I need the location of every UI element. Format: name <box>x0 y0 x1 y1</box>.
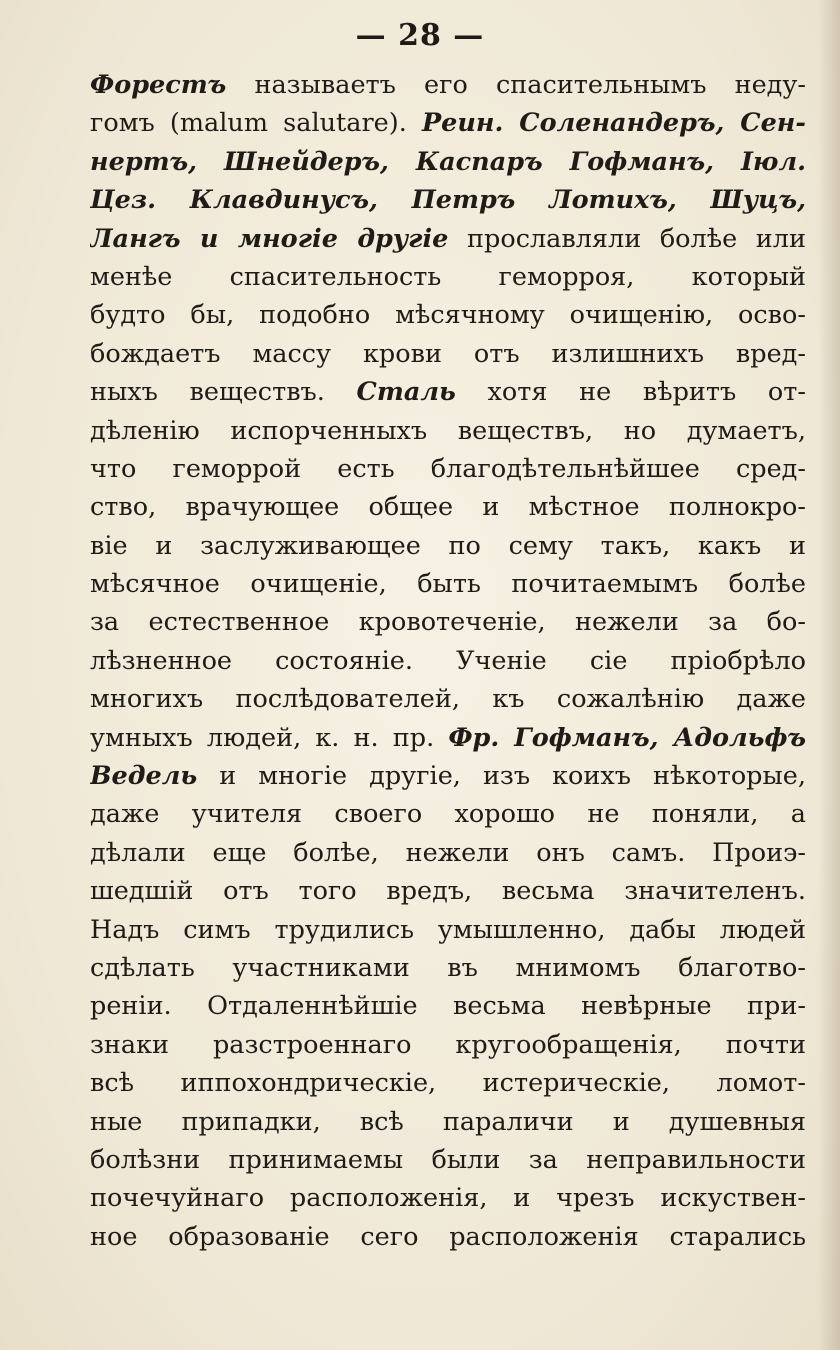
text-run: дѣленію испорченныхъ веществъ, но думаетъ, <box>90 415 806 446</box>
italic-name-run: Форестъ <box>90 70 227 100</box>
text-run: всѣ иппохондрическіе, истерическіе, ломот- <box>90 1068 806 1099</box>
text-run: бождаетъ массу крови отъ излишнихъ вред- <box>90 338 806 369</box>
text-line <box>90 834 806 872</box>
text-line <box>90 1064 806 1102</box>
italic-name-run: Цез. Клавдинусъ, Петръ Лотихъ, Шуцъ, <box>90 185 806 216</box>
text-line <box>90 642 806 680</box>
text-run: Надъ симъ трудились умышленно, дабы людей <box>90 914 806 945</box>
text-line <box>90 911 806 949</box>
spine-shadow <box>818 0 840 1350</box>
text-run: за естественное кровотеченіе, нежели за бо- <box>90 607 806 638</box>
text-run: віе и заслуживающее по сему такъ, какъ и <box>90 530 806 561</box>
text-line <box>90 565 806 603</box>
text-line <box>90 1103 806 1141</box>
text-run: знаки разстроеннаго кругообращенія, почти <box>90 1029 806 1060</box>
text-run: болѣзни принимаемы были за неправильности <box>90 1144 806 1175</box>
text-line <box>90 181 806 219</box>
text-run: мѣсячное очищеніе, быть почитаемымъ болѣе <box>90 569 806 600</box>
text-line <box>90 373 806 411</box>
text-line <box>90 412 806 450</box>
text-line <box>90 488 806 526</box>
text-line <box>90 603 806 641</box>
text-line <box>90 1218 806 1256</box>
text-line <box>90 220 806 258</box>
italic-name-run: Сталь <box>356 377 456 408</box>
text-line <box>90 949 806 987</box>
text-run: умныхъ людей, к. н. пр. <box>90 722 449 753</box>
text-run: ное образованіе сего расположенія старались <box>90 1221 806 1252</box>
text-line <box>90 872 806 910</box>
text-line <box>90 987 806 1025</box>
text-run: называетъ его спасительнымъ неду- <box>226 70 806 100</box>
text-run: дѣлали еще болѣе, нежели онъ самъ. Проиэ- <box>90 837 806 868</box>
text-line <box>90 1026 806 1064</box>
text-run: прославляли болѣе или <box>448 223 806 254</box>
text-run: будто бы, подобно мѣсячному очищенію, осво- <box>90 300 806 331</box>
text-line <box>90 795 806 833</box>
italic-name-run: Лангъ и многіе другіе <box>90 223 449 254</box>
text-line <box>90 335 806 373</box>
text-run: лѣзненное состояніе. Ученіе сіе пріобрѣло <box>90 645 806 676</box>
italic-name-run: Фр. Гофманъ, Адольфъ <box>448 722 806 753</box>
text-line <box>90 1141 806 1179</box>
text-run: хотя не вѣритъ от- <box>455 377 806 408</box>
italic-name-run: Реин. Соленандеръ, Сен- <box>421 108 806 139</box>
text-run: сдѣлать участниками въ мнимомъ благотво- <box>90 952 806 983</box>
text-run: реніи. Отдаленнѣйшіе весьма невѣрные при- <box>90 991 806 1022</box>
text-line <box>90 143 806 181</box>
text-run: что геморрой есть благодѣтельнѣйшее сред- <box>90 453 806 484</box>
body-text <box>90 66 806 1256</box>
text-line <box>90 680 806 718</box>
italic-name-run: нертъ, Шнейдеръ, Каспаръ Гофманъ, Іюл. <box>90 146 806 177</box>
text-run: менѣе спасительность геморроя, который <box>90 261 806 292</box>
text-line <box>90 719 806 757</box>
text-run: гомъ (malum salutare). <box>90 108 422 139</box>
text-run: ство, врачующее общее и мѣстное полнокро- <box>90 492 806 523</box>
text-line <box>90 258 806 296</box>
text-line <box>90 527 806 565</box>
text-run: ныхъ веществъ. <box>90 377 357 408</box>
text-run: почечуйнаго расположенія, и чрезъ искуствен- <box>90 1183 806 1214</box>
text-run: многихъ послѣдователей, къ сожалѣнію даже <box>90 684 806 715</box>
text-line <box>90 757 806 795</box>
text-run: даже учителя своего хорошо не поняли, а <box>90 799 806 830</box>
text-line <box>90 450 806 488</box>
text-line <box>90 66 806 104</box>
text-run: и многіе другіе, изъ коихъ нѣкоторые, <box>197 761 806 792</box>
text-run: шедшій отъ того вредъ, весьма значителенъ. <box>90 876 806 907</box>
text-line <box>90 1179 806 1217</box>
page-number: — 28 — <box>355 18 485 53</box>
italic-name-run: Ведель <box>90 761 198 792</box>
text-run: ные припадки, всѣ параличи и душевныя <box>90 1106 806 1137</box>
text-line <box>90 104 806 142</box>
text-line <box>90 296 806 334</box>
